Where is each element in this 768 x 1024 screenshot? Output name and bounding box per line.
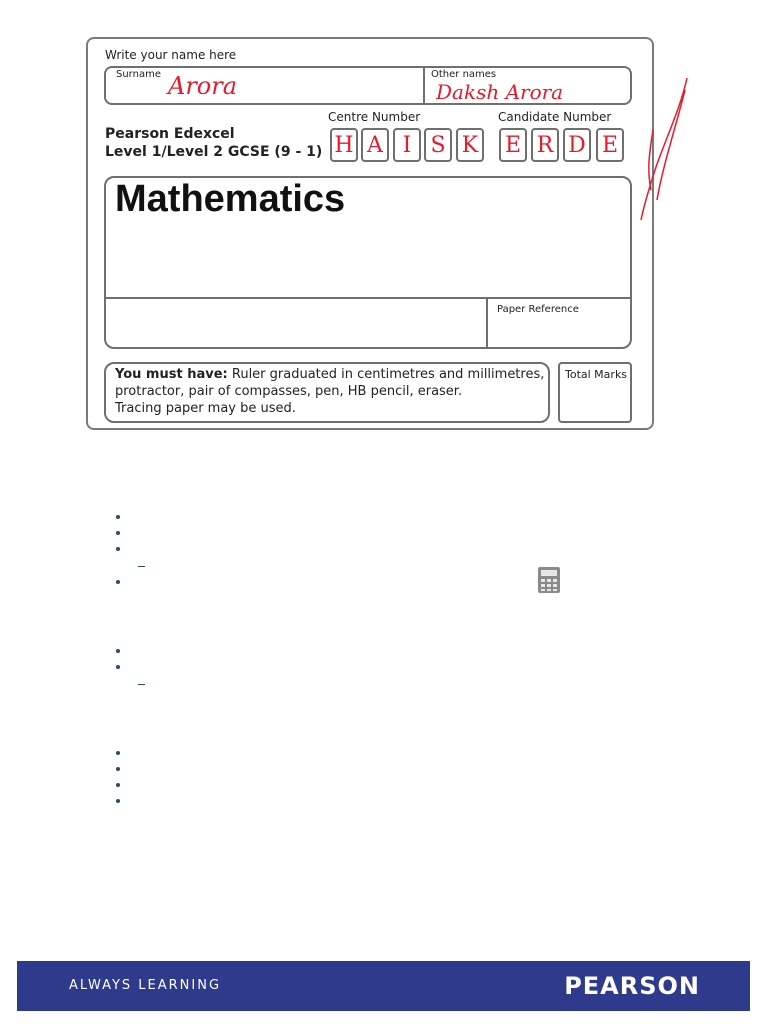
candidate-number-label: Candidate Number (498, 110, 612, 124)
margin-scribble (635, 70, 695, 230)
candidate-digit[interactable]: E (596, 128, 624, 162)
list-bullet (116, 799, 120, 803)
centre-digit[interactable]: A (361, 128, 389, 162)
centre-digit[interactable]: S (424, 128, 452, 162)
centre-digit[interactable]: K (456, 128, 484, 162)
list-bullet (116, 649, 120, 653)
list-bullet (116, 751, 120, 755)
subject-divider (105, 297, 631, 299)
list-bullet (116, 515, 120, 519)
must-have-label: You must have: (115, 367, 228, 382)
candidate-digit[interactable]: E (499, 128, 527, 162)
other-names-label: Other names (431, 69, 497, 80)
list-bullet (116, 547, 120, 551)
centre-number-label: Centre Number (328, 110, 421, 124)
footer-banner (17, 961, 750, 1011)
board-level: Level 1/Level 2 GCSE (9 - 1) (105, 144, 323, 160)
must-have-line3: Tracing paper may be used. (115, 401, 296, 416)
surname-label: Surname (116, 69, 161, 80)
candidate-digit[interactable]: D (563, 128, 591, 162)
must-have-line1 (115, 367, 544, 382)
list-bullet (116, 767, 120, 771)
list-bullet (116, 665, 120, 669)
calculator-icon (537, 566, 561, 594)
list-dash (138, 684, 145, 685)
board-name: Pearson Edexcel (105, 126, 235, 142)
list-dash (138, 566, 145, 567)
other-names-value[interactable]: Daksh Arora (436, 80, 564, 104)
footer-tagline: ALWAYS LEARNING (69, 978, 222, 993)
list-bullet (116, 580, 120, 584)
must-have-line2: protractor, pair of compasses, pen, HB pencil, eraser. (115, 384, 463, 399)
candidate-digit[interactable]: R (531, 128, 559, 162)
must-have-text: Ruler graduated in centimetres and millimetres, (231, 367, 545, 382)
footer-brand-logo: PEARSON (564, 972, 700, 1000)
paper-ref-divider (486, 298, 488, 348)
subject-title: Mathematics (115, 178, 346, 220)
list-bullet (116, 783, 120, 787)
centre-digit[interactable]: H (330, 128, 358, 162)
write-name-label: Write your name here (105, 48, 237, 62)
surname-value[interactable]: Arora (168, 72, 238, 100)
name-divider (423, 67, 425, 104)
paper-reference-label: Paper Reference (497, 304, 579, 315)
total-marks-label: Total Marks (565, 368, 628, 381)
list-bullet (116, 531, 120, 535)
centre-digit[interactable]: I (393, 128, 421, 162)
